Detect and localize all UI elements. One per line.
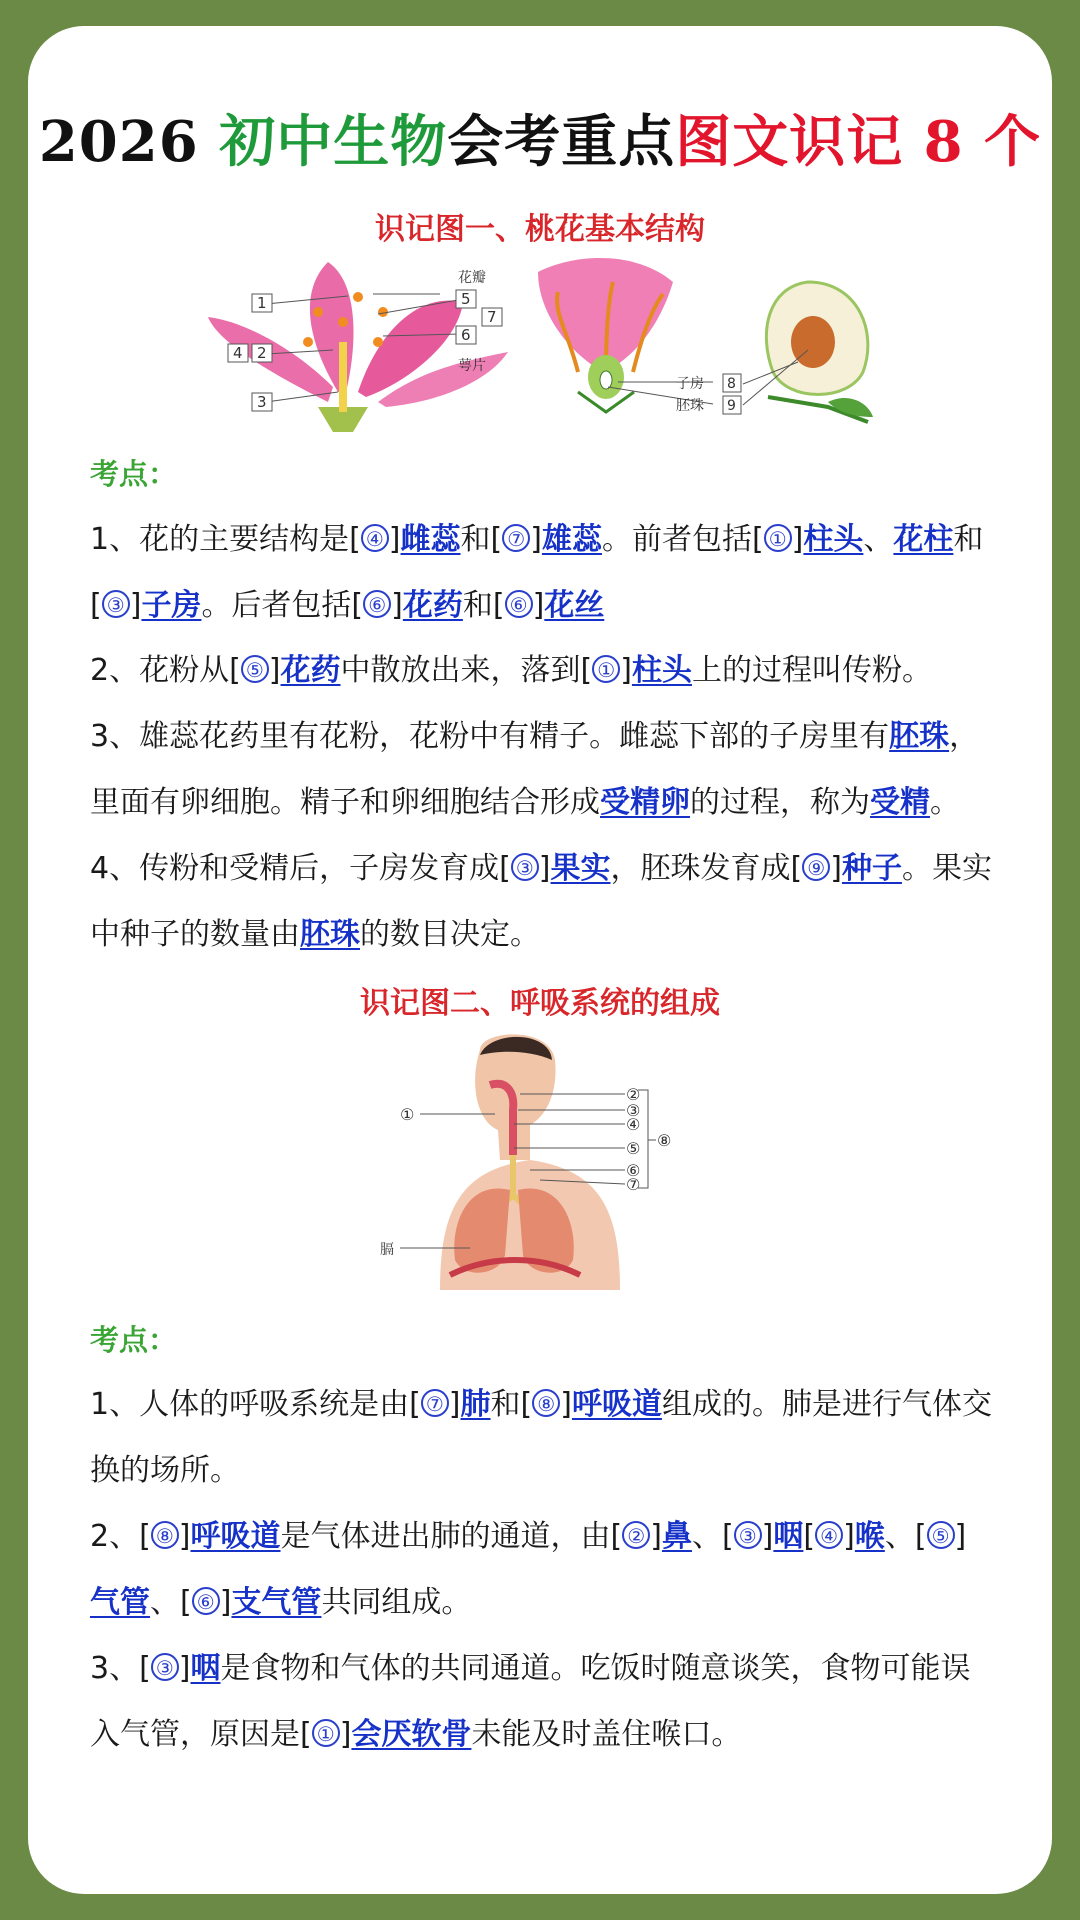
title-red: 图文识记 8 个 bbox=[675, 109, 1042, 175]
fig1-label-1: 1 bbox=[257, 294, 267, 312]
s1-point-2: 2、花粉从[ ⑤ ]花药中散放出来，落到[ ① ]柱头上的过程叫传粉。 bbox=[90, 653, 932, 688]
fig1-label-5: 5 bbox=[461, 290, 471, 308]
ovule-label: 胚珠 bbox=[676, 398, 704, 414]
fig1-label-8: 8 bbox=[727, 376, 736, 392]
fig1-label-7: 7 bbox=[487, 308, 497, 326]
fig2-label-2: ② bbox=[626, 1085, 641, 1104]
sepal-label: 萼片 bbox=[458, 358, 486, 374]
respiratory-system-figure bbox=[380, 1030, 680, 1290]
page-title bbox=[0, 98, 1080, 178]
s2-point-3: 3、[ ③ ]咽是食物和气体的共同通道。吃饭时随意谈笑，食物可能误入气管，原因是[ ① ]会厌软骨未能及时盖住喉口。 bbox=[90, 1651, 971, 1752]
petal-label: 花瓣 bbox=[458, 270, 486, 286]
fig1-label-2: 2 bbox=[257, 344, 267, 362]
section2-kaodian: 考点： bbox=[90, 1323, 178, 1357]
fig2-label-8: ⑧ bbox=[657, 1131, 672, 1150]
fig2-label-6: ⑥ bbox=[626, 1161, 641, 1180]
fig2-label-7: ⑦ bbox=[626, 1175, 641, 1194]
s2-point-2: 2、[ ⑧ ]呼吸道是气体进出肺的通道，由[ ② ]鼻、[ ③ ]咽[ ④ ]喉、[ ⑤ ]气管、[ ⑥ ]支气管共同组成。 bbox=[90, 1519, 967, 1620]
section2-heading: 识记图二、呼吸系统的组成 bbox=[360, 986, 720, 1021]
fig1-label-6: 6 bbox=[461, 326, 471, 344]
title-green: 初中生物 bbox=[219, 109, 448, 175]
ovary-label: 子房 bbox=[676, 376, 704, 392]
fig1-label-3: 3 bbox=[257, 393, 267, 411]
peach-flower-figure bbox=[208, 252, 888, 442]
diaphragm-label: 膈 bbox=[380, 1242, 394, 1258]
fig2-label-5: ⑤ bbox=[626, 1139, 641, 1158]
fig2-label-4: ④ bbox=[626, 1115, 641, 1134]
fig1-label-9: 9 bbox=[727, 398, 736, 414]
section1-kaodian: 考点： bbox=[90, 457, 178, 491]
fig1-label-4: 4 bbox=[233, 344, 243, 362]
s1-point-3: 3、雄蕊花药里有花粉，花粉中有精子。雌蕊下部的子房里有胚珠，里面有卵细胞。精子和卵细胞结合形成受精卵的过程，称为受精。 bbox=[90, 719, 980, 820]
section1-heading: 识记图一、桃花基本结构 bbox=[375, 212, 705, 247]
fig2-label-1: ① bbox=[400, 1105, 415, 1124]
fig2-label-3: ③ bbox=[626, 1101, 641, 1120]
title-year: 2026 bbox=[38, 109, 220, 175]
s1-point-4: 4、传粉和受精后，子房发育成[ ③ ]果实，胚珠发育成[ ⑨ ]种子。果实中种子的数量由胚珠的数目决定。 bbox=[90, 851, 992, 952]
s2-point-1: 1、人体的呼吸系统是由[ ⑦ ]肺和[ ⑧ ]呼吸道组成的。肺是进行气体交换的场所。 bbox=[90, 1387, 992, 1488]
title-black: 会考重点 bbox=[447, 109, 676, 175]
s1-point-1: 1、花的主要结构是[ ④ ]雌蕊和[ ⑦ ]雄蕊。前者包括[ ① ]柱头、花柱和[ ③ ]子房。后者包括[ ⑥ ]花药和[ ⑥ ]花丝 bbox=[90, 522, 984, 623]
